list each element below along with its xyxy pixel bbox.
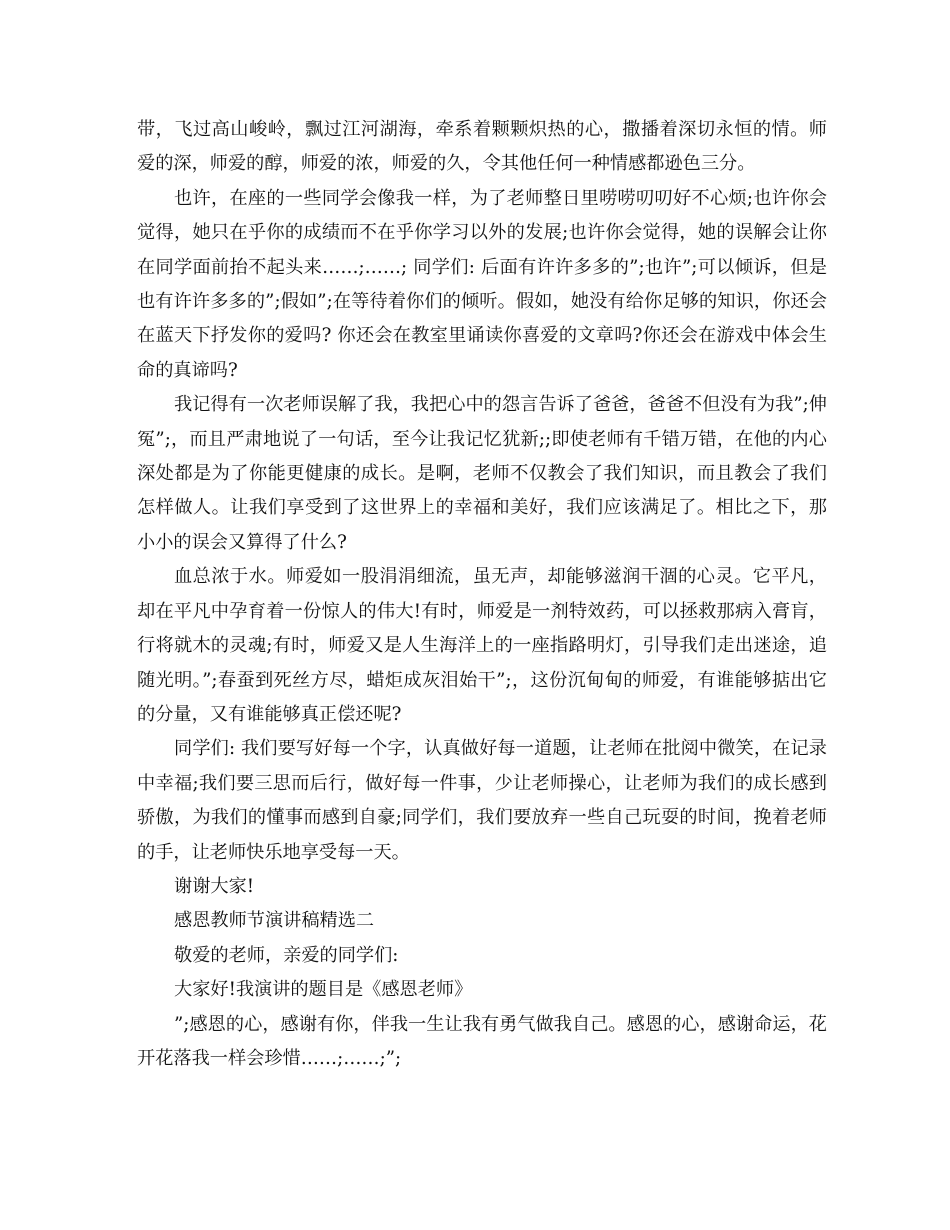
closing-thanks: 谢谢大家!: [174, 875, 255, 897]
document-body: [137, 113, 827, 1076]
paragraph: 也许，在座的一些同学会像我一样，为了老师整日里唠唠叨叨好不心烦;也许你会觉得，她只在乎你的成绩而不在乎你学习以外的发展;也许你会觉得，她的误解会让你在同学面前抬不起头来……;……; 同学们: 后面有许许多多的”;也许”;可以倾诉，但是也有许许多多的”;假如”;在等待着你们的倾听。假如，她没有给你足够的知识，你还会在蓝天下抒发你的爱吗? 你还会在教室里诵读你喜爱的文章吗?你还会在游戏中体会生命的真谛吗?: [137, 187, 827, 381]
paragraph: ”;感恩的心，感谢有你，伴我一生让我有勇气做我自己。感恩的心，感谢命运，花开花落我一样会珍惜……;……;”;: [137, 1013, 827, 1069]
section-title: 感恩教师节演讲稿精选二: [174, 910, 375, 932]
paragraph: 带，飞过高山峻岭，飘过江河湖海，牵系着颗颗炽热的心，撒播着深切永恒的情。师爱的深，师爱的醇，师爱的浓，师爱的久，令其他任何一种情感都逊色三分。: [137, 119, 827, 175]
paragraph: 我记得有一次老师误解了我，我把心中的怨言告诉了爸爸，爸爸不但没有为我”;伸冤”;，而且严肃地说了一句话，至今让我记忆犹新;;即使老师有千错万错，在他的内心深处都是为了你能更健康的成长。是啊，老师不仅教会了我们知识，而且教会了我们怎样做人。让我们享受到了这世界上的幸福和美好，我们应该满足了。相比之下，那小小的误会又算得了什么?: [137, 394, 827, 553]
salutation: 敬爱的老师，亲爱的同学们:: [174, 944, 399, 966]
paragraph: 同学们: 我们要写好每一个字，认真做好每一道题，让老师在批阅中微笑，在记录中幸福;我们要三思而后行，做好每一件事，少让老师操心，让老师为我们的成长感到骄傲，为我们的懂事而感到自豪;同学们，我们要放弃一些自己玩耍的时间，挽着老师的手，让老师快乐地享受每一天。: [137, 738, 827, 863]
paragraph: 血总浓于水。师爱如一股涓涓细流，虽无声，却能够滋润干涸的心灵。它平凡，却在平凡中孕育着一份惊人的伟大!有时，师爱是一剂特效药，可以拯救那病入膏肓，行将就木的灵魂;有时，师爱又是人生海洋上的一座指路明灯，引导我们走出迷途，追随光明。”;春蚕到死丝方尽，蜡炬成灰泪始干”;，这份沉甸甸的师爱，有谁能够掂出它的分量，又有谁能够真正偿还呢?: [137, 566, 827, 725]
greeting: 大家好!我演讲的题目是《感恩老师》: [174, 979, 473, 1001]
